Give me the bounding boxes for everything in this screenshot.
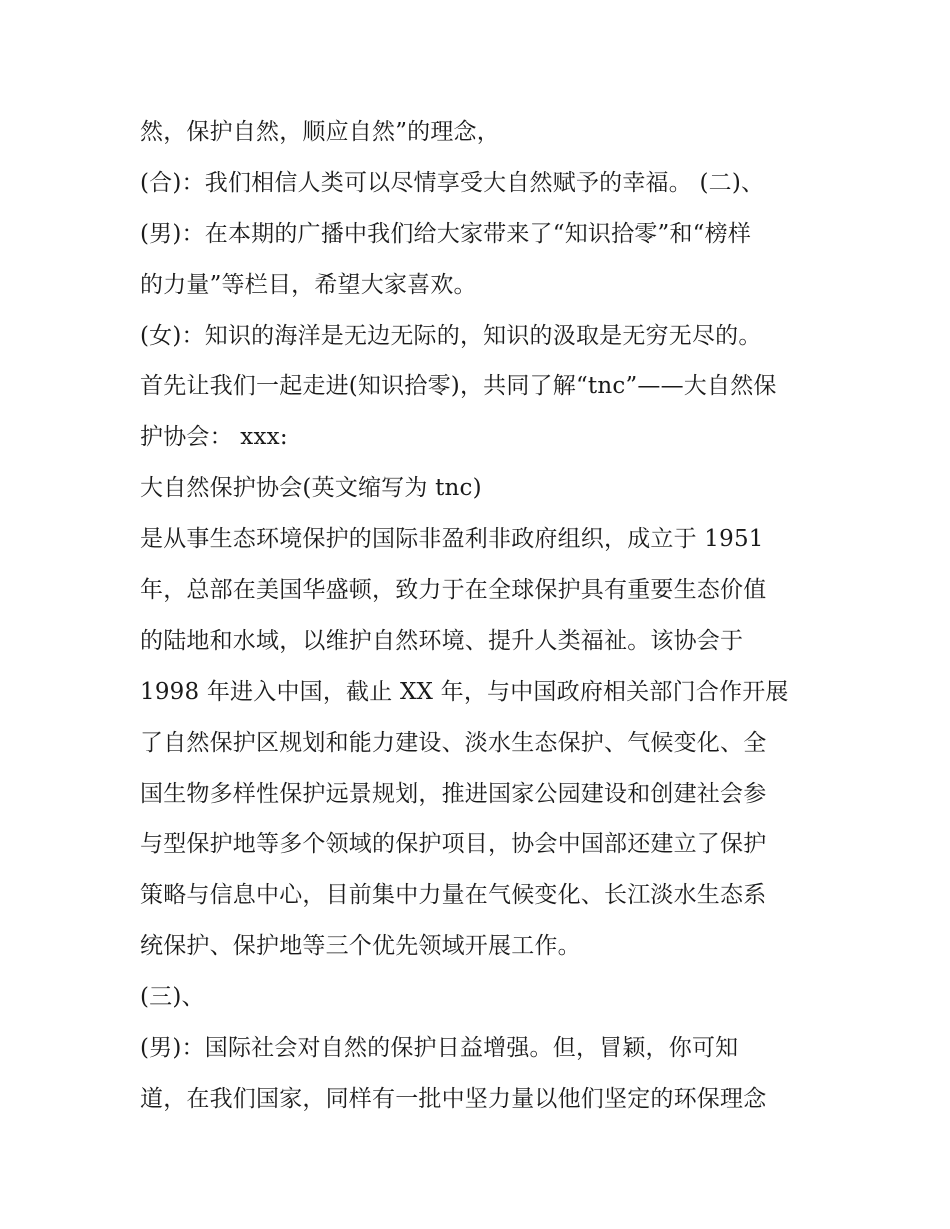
text-line: 策略与信息中心，目前集中力量在气候变化、长江淡水生态系 [140, 882, 767, 909]
text-line: (女)：知识的海洋是无边无际的，知识的汲取是无穷无尽的。 [140, 322, 762, 349]
text-line: 首先让我们一起走进(知识拾零)，共同了解“tnc”——大自然保 [140, 373, 777, 400]
text-line: 1998 年进入中国，截止 XX 年，与中国政府相关部门合作开展 [140, 678, 789, 705]
text-line: 国生物多样性保护远景规划，推进国家公园建设和创建社会参 [140, 780, 767, 807]
text-line: 护协会： xxx: [140, 424, 288, 451]
text-line: (男)：国际社会对自然的保护日益增强。但，冒颖，你可知 [140, 1035, 739, 1062]
text-line: 是从事生态环境保护的国际非盈利非政府组织，成立于 1951 [140, 526, 764, 553]
text-line: 的力量”等栏目，希望大家喜欢。 [140, 271, 477, 298]
text-line: 然，保护自然，顺应自然”的理念， [140, 119, 500, 145]
text-line: (合)：我们相信人类可以尽情享受大自然赋予的幸福。 (二)、 [140, 169, 765, 196]
text-line: 大自然保护协会(英文缩写为 tnc) [140, 475, 482, 502]
body-text [140, 107, 820, 1125]
text-line: 与型保护地等多个领域的保护项目，协会中国部还建立了保护 [140, 831, 767, 858]
text-line: 的陆地和水域，以维护自然环境、提升人类福祉。该协会于 [140, 627, 744, 654]
text-line: (三)、 [140, 984, 205, 1011]
text-line: (男)：在本期的广播中我们给大家带来了“知识拾零”和“榜样 [140, 220, 752, 247]
text-line: 统保护、保护地等三个优先领域开展工作。 [140, 933, 581, 960]
text-line: 年，总部在美国华盛顿，致力于在全球保护具有重要生态价值 [140, 577, 767, 604]
text-line: 了自然保护区规划和能力建设、淡水生态保护、气候变化、全 [140, 729, 767, 756]
text-line: 道，在我们国家，同样有一批中坚力量以他们坚定的环保理念 [140, 1085, 767, 1112]
